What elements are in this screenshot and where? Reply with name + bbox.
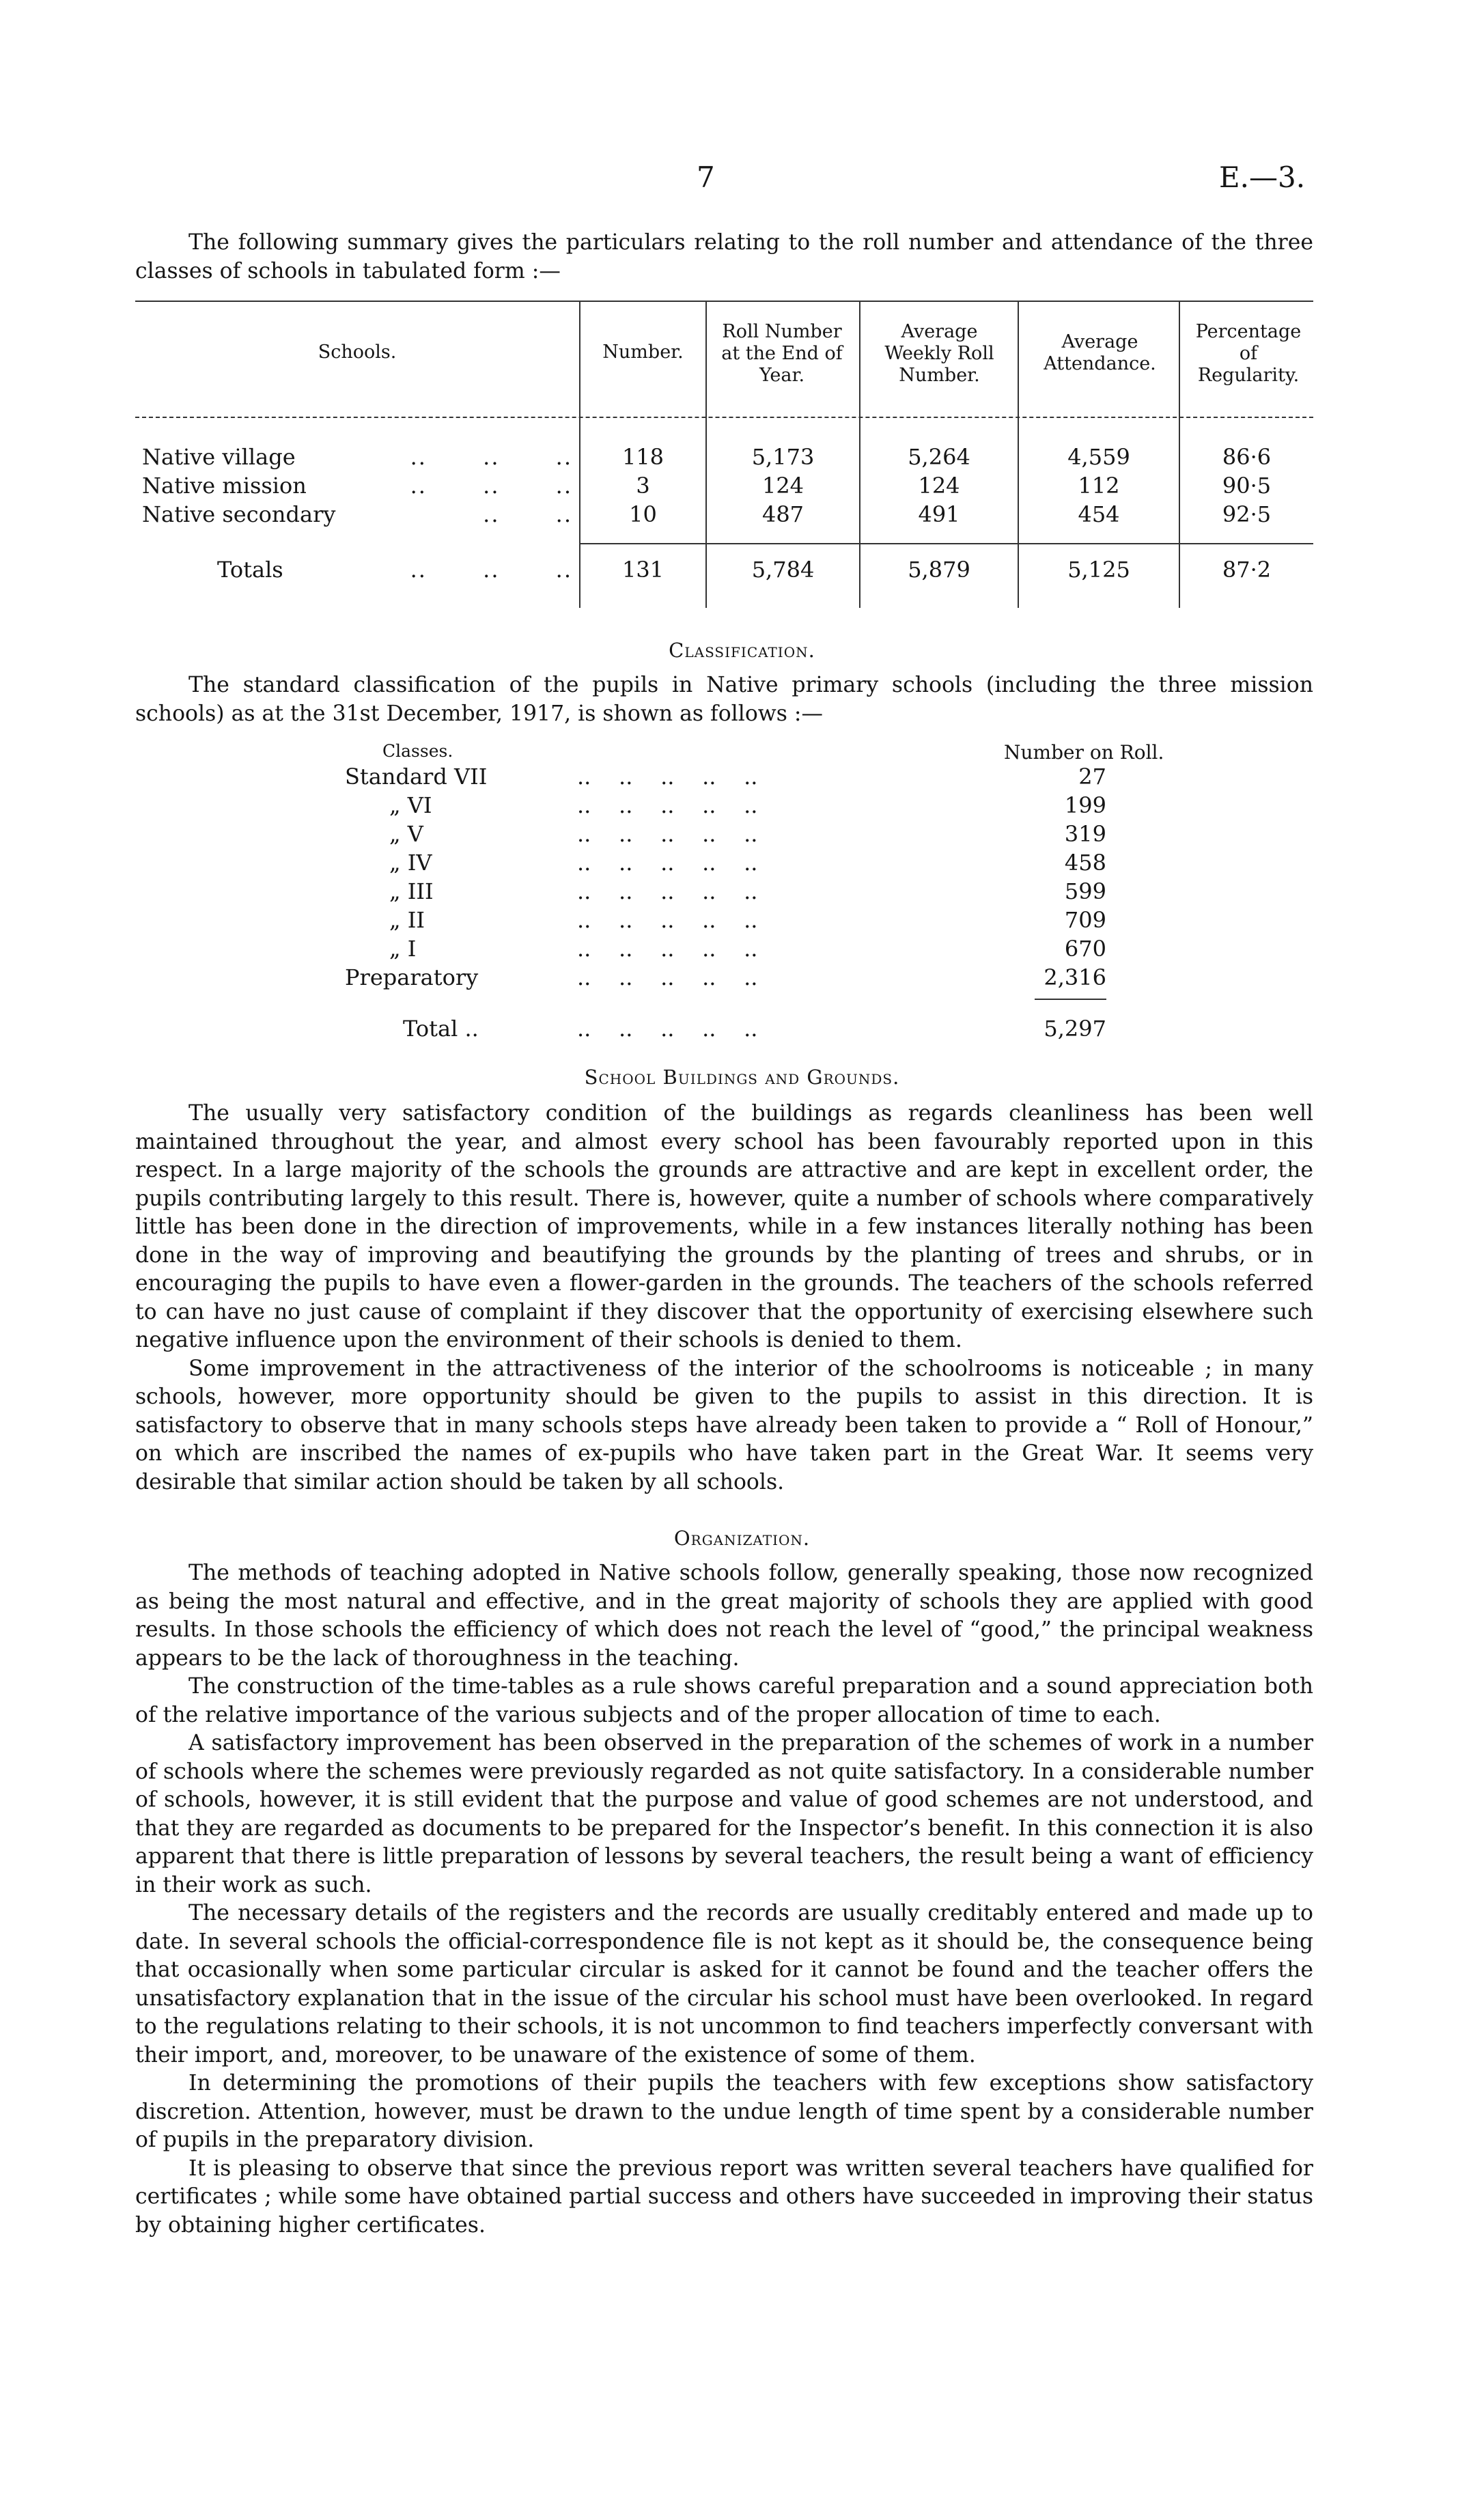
- leader-dots: .. .. .. .. ..: [577, 1016, 758, 1042]
- paragraph: The usually very satisfactory condition of the buildings as regards cleanliness has been well maintained throughout the year, and almost every school has been favourably reported upon in this respect. In a large majority of the schools the grounds are attractive and are kept in excellent order, the pupils contributing largely to this result. There is, however, quite a number of schools where comparatively little has been done in the direction of improvements, while in a few instances literally nothing has been done in the way of improving and beautifying the grounds by the planting of trees and shrubs, or in encouraging the pupils to have even a flower-garden in the grounds. The teachers of the schools referred to can have no just cause of complaint if they discover that the opportunity of exercising elsewhere such negative influence upon the environment of their schools is denied to them.: [135, 1101, 1313, 1352]
- class-label: „ II: [389, 907, 425, 933]
- cell: 5,173: [751, 444, 815, 470]
- classification-paragraph: The standard classification of the pupils in Native primary schools (including the three mission schools) as at the 31st December, 1917, is shown as follows :—: [135, 673, 1313, 726]
- row-label: Native secondary: [142, 501, 336, 527]
- document-reference: E.—3.: [1219, 161, 1306, 194]
- cell: 86·6: [1222, 444, 1272, 470]
- paragraph: The construction of the time-tables as a rule shows careful preparation and a sound appreciation both of the relative importance of the various subjects and of the proper allocation of time to each.: [135, 1674, 1313, 1727]
- page-number: 7: [697, 161, 715, 194]
- paragraph: A satisfactory improvement has been observed in the preparation of the schemes of work in a number of schools where the schemes were previously regarded as not quite satisfactory. In a considerable number of schools, however, it is still evident that the purpose and value of good schemes are not understood, and that they are regarded as documents to be prepared for the Inspector’s benefit. In this connection it is also apparent that there is little preparation of lessons by several teachers, the result being a want of efficiency in their work as such.: [135, 1731, 1313, 1897]
- buildings-heading: School Buildings and Grounds.: [584, 1066, 900, 1089]
- col-header-roll: Roll Number at the End of Year.: [721, 321, 843, 386]
- leader-dots: .. .. .. .. ..: [577, 792, 758, 818]
- buildings-section: [135, 1100, 1313, 1496]
- cell: 10: [629, 501, 657, 527]
- paragraph: Some improvement in the attractiveness of the interior of the schoolrooms is noticeable ; in many schools, however, more opportunity should be given to the pupils to assist in this direction. It is satisfactory to observe that in many schools steps have already been taken to provide a “ Roll of Honour,” on which are inscribed the names of ex-pupils who have taken part in the Great War. It seems very desirable that similar action should be taken by all schools.: [135, 1356, 1313, 1494]
- paragraph: In determining the promotions of their pupils the teachers with few exceptions show satisfactory discretion. Attention, however, must be drawn to the undue length of time spent by a considerable number of pupils in the preparatory division.: [135, 2071, 1313, 2152]
- leader-dots: .. .. .. .. ..: [577, 764, 758, 790]
- class-label: Standard VII: [345, 764, 488, 790]
- paragraph: The methods of teaching adopted in Native schools follow, generally speaking, those now recognized as being the most natural and effective, and in the great majority of schools they are applied with good results. In those schools the efficiency of which does not reach the level of “good,” the principal weakness appears to be the lack of thoroughness in the teaching.: [135, 1561, 1313, 1671]
- cell: 454: [1078, 501, 1120, 527]
- paragraph: The necessary details of the registers and the records are usually creditably entered and made up to date. In several schools the official-correspondence file is not kept as it should be, the consequence being that occasionally when some particular circular is asked for it cannot be found and the teacher offers the unsatisfactory explanation that in the issue of the circular his school must have been overlooked. In regard to the regulations relating to their schools, it is not uncommon to find teachers imperfectly conversant with their import, and, moreover, to be unaware of the existence of some of them.: [135, 1901, 1313, 2067]
- leader-dots: .. .. .. .. ..: [577, 821, 758, 847]
- col-header-classes: Classes.: [382, 741, 453, 761]
- cell: 3: [636, 473, 650, 499]
- class-value: 2,316: [1044, 964, 1106, 990]
- class-value: 709: [1064, 907, 1106, 933]
- class-label: „ III: [389, 878, 434, 904]
- class-value: 199: [1064, 792, 1106, 818]
- totals-cell: 5,125: [1067, 557, 1130, 583]
- paragraph: It is pleasing to observe that since the previous report was written several teachers have qualified for certificates ; while some have obtained partial success and others have succeeded in improving their status by obtaining higher certificates.: [135, 2156, 1313, 2238]
- cell: 112: [1078, 473, 1120, 499]
- totals-label: Totals: [217, 557, 283, 583]
- col-header-number: Number.: [602, 342, 684, 363]
- row-label: Native mission: [142, 473, 307, 499]
- summary-table: [135, 301, 1313, 608]
- leader-dots: .. .. .. .. ..: [577, 936, 758, 962]
- leader-dots: .. ..: [483, 501, 572, 527]
- leader-dots: .. .. ..: [410, 473, 572, 499]
- col-header-weekly: Average Weekly Roll Number.: [884, 321, 994, 386]
- col-header-regularity: Percentage of Regularity.: [1195, 321, 1302, 386]
- leader-dots: .. .. .. .. ..: [577, 907, 758, 933]
- class-label: „ VI: [389, 792, 432, 818]
- class-value: 27: [1078, 764, 1106, 790]
- class-label: Preparatory: [345, 964, 479, 990]
- class-label: „ V: [389, 821, 423, 847]
- cell: 124: [761, 473, 804, 499]
- class-label: „ I: [389, 936, 417, 962]
- classification-heading: Classification.: [669, 639, 815, 662]
- cell: 90·5: [1222, 473, 1272, 499]
- intro-paragraph: The following summary gives the particulars relating to the roll number and attendance of the three classes of schools in tabulated form :—: [135, 230, 1313, 283]
- organization-heading: Organization.: [673, 1527, 811, 1550]
- class-label: „ IV: [389, 850, 432, 876]
- class-value: 319: [1064, 821, 1106, 847]
- col-header-schools: Schools.: [318, 342, 397, 363]
- totals-cell: 5,879: [908, 557, 970, 583]
- cell: 124: [918, 473, 960, 499]
- total-value: 5,297: [1044, 1016, 1106, 1042]
- cell: 487: [761, 501, 804, 527]
- leader-dots: .. .. .. .. ..: [577, 878, 758, 904]
- col-header-attendance: Average Attendance.: [1044, 331, 1156, 374]
- organization-section: [135, 1559, 1313, 2240]
- class-value: 599: [1064, 878, 1106, 904]
- totals-cell: 5,784: [751, 557, 815, 583]
- leader-dots: .. .. .. .. ..: [577, 964, 758, 990]
- row-label: Native village: [142, 444, 296, 470]
- cell: 4,559: [1067, 444, 1130, 470]
- cell: 491: [918, 501, 960, 527]
- class-value: 458: [1064, 850, 1106, 876]
- leader-dots: .. .. .. .. ..: [577, 850, 758, 876]
- class-value: 670: [1064, 936, 1106, 962]
- col-header-number-on-roll: Number on Roll.: [1004, 741, 1164, 764]
- leader-dots: .. .. ..: [410, 557, 572, 583]
- leader-dots: .. .. ..: [410, 444, 572, 470]
- totals-cell: 131: [621, 557, 664, 583]
- cell: 5,264: [908, 444, 970, 470]
- total-rule: [1035, 999, 1106, 1000]
- total-label: Total ..: [403, 1016, 479, 1042]
- cell: 118: [621, 444, 664, 470]
- totals-cell: 87·2: [1222, 557, 1272, 583]
- cell: 92·5: [1222, 501, 1272, 527]
